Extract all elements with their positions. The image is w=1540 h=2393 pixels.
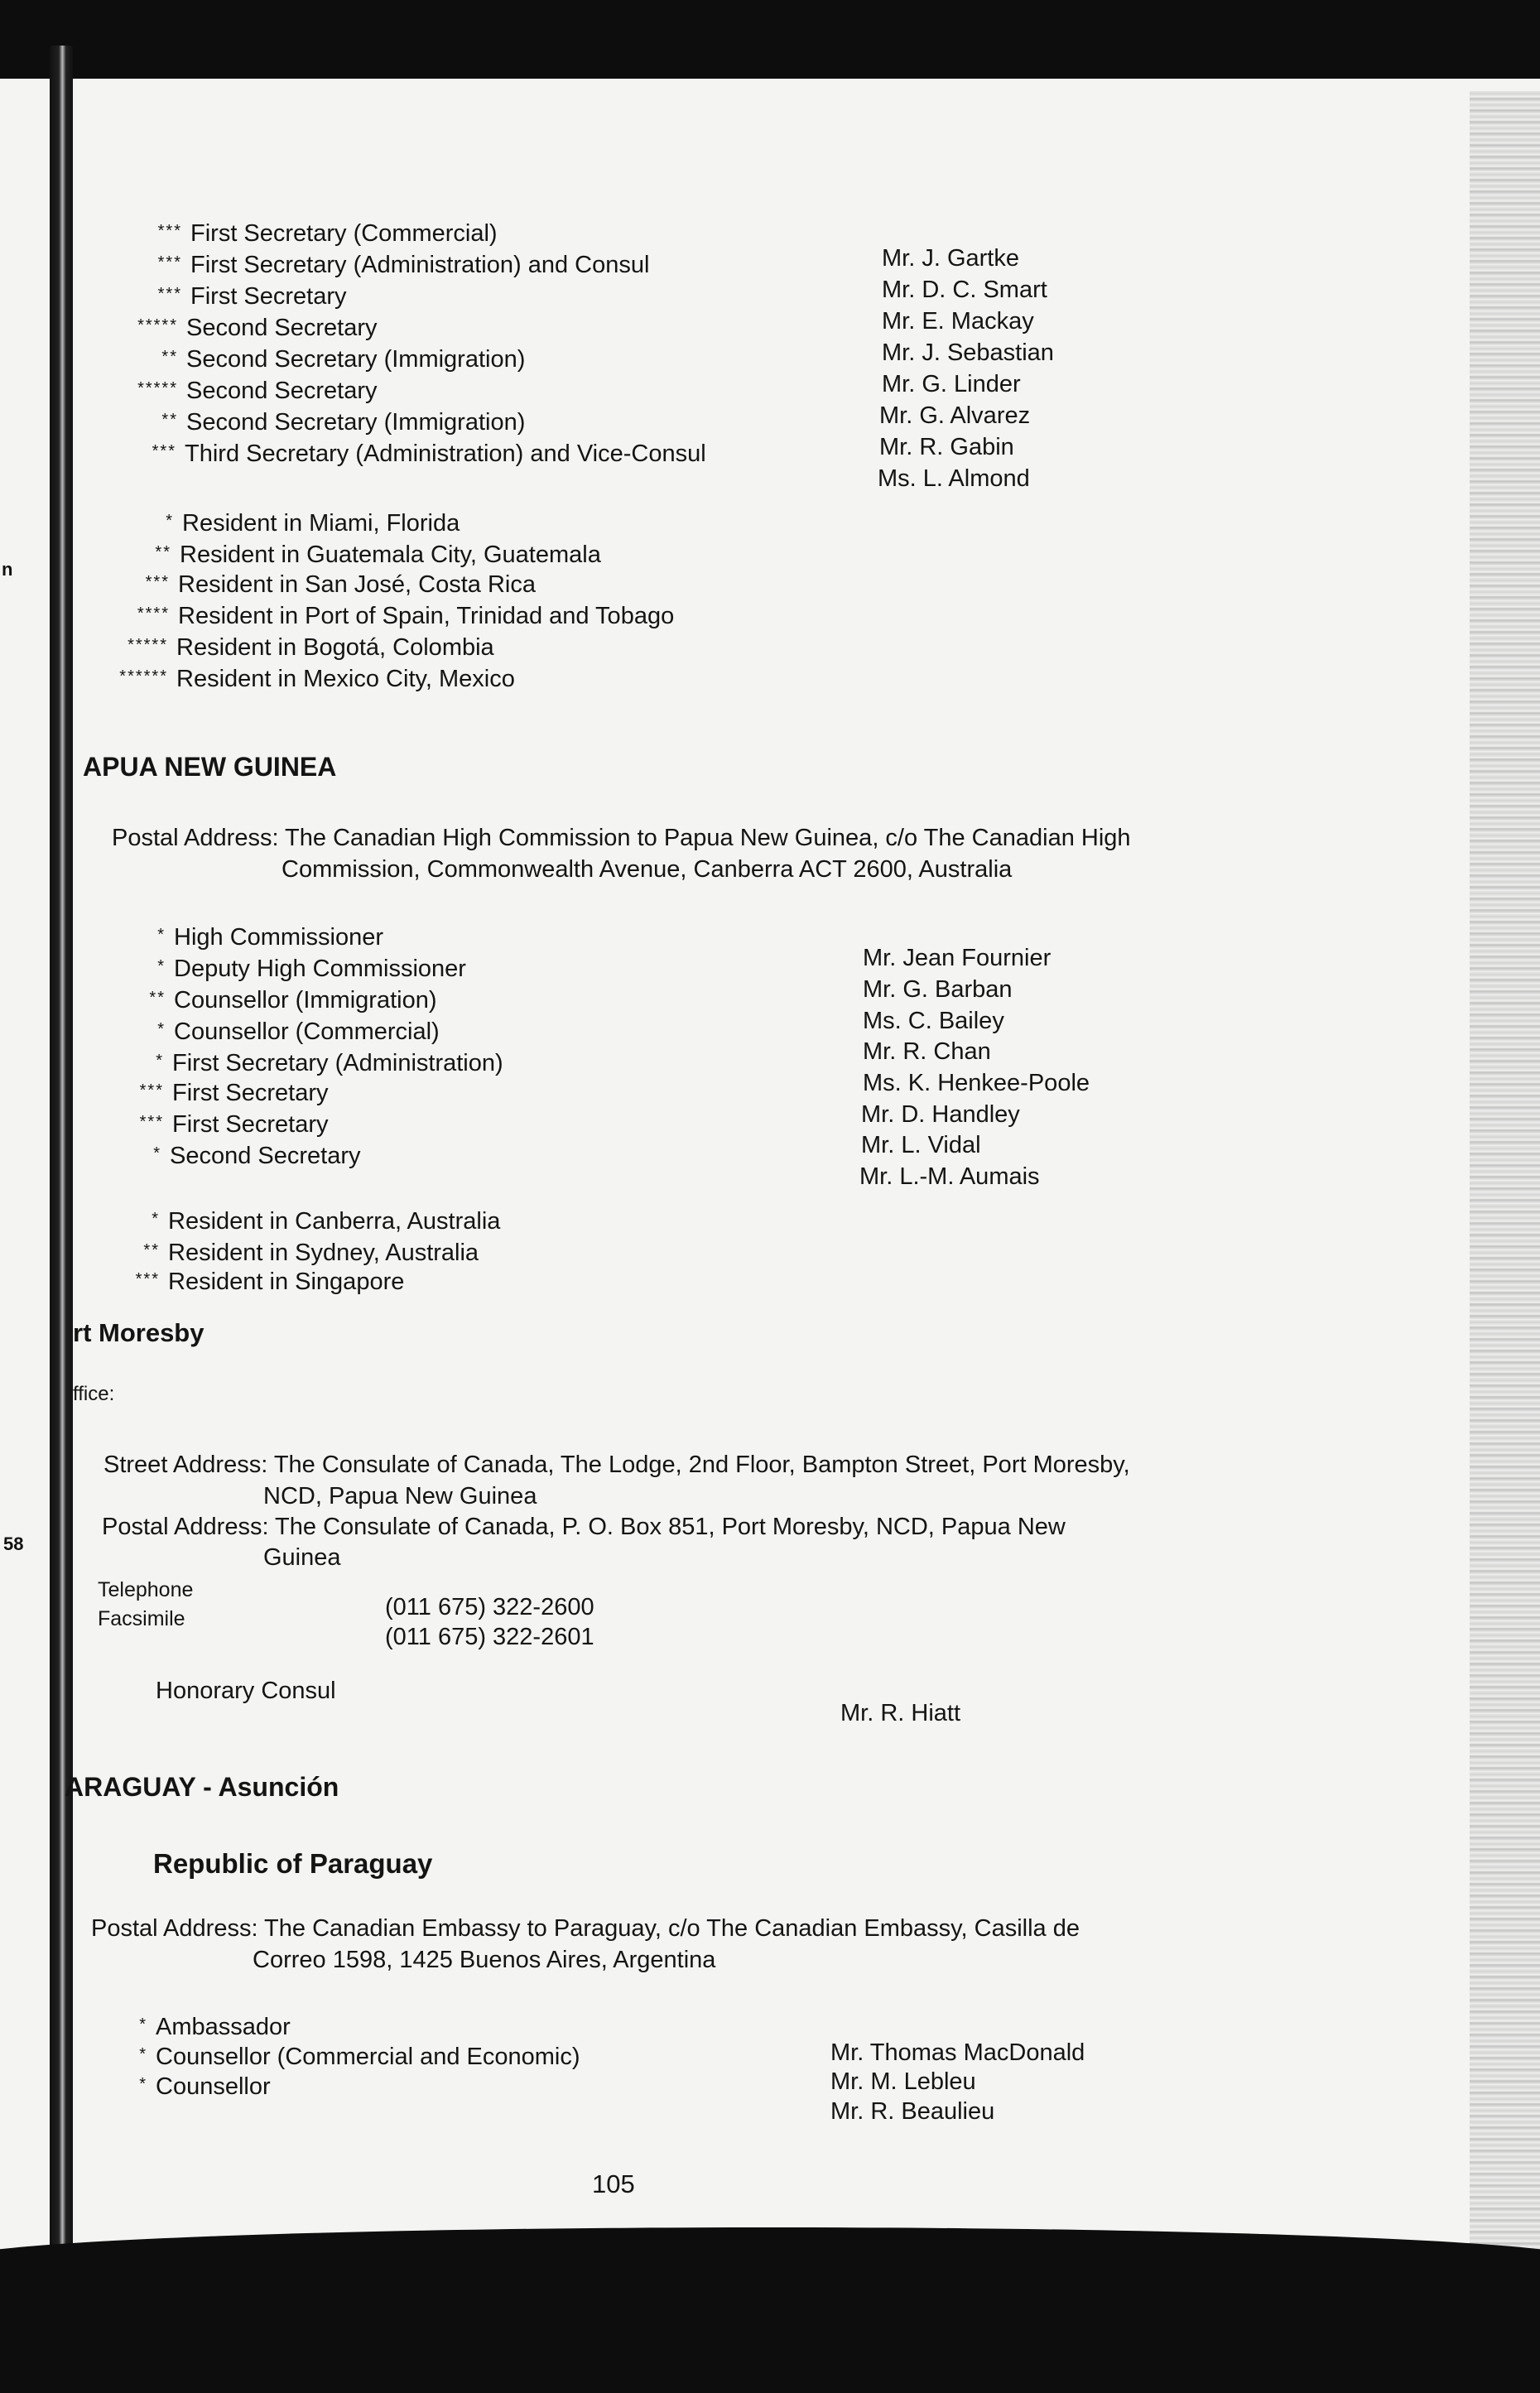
residence-note: ** Resident in Sydney, Australia [143, 1240, 479, 1266]
residence-note: * Resident in Canberra, Australia [152, 1208, 501, 1235]
scan-top-shadow [0, 0, 1540, 79]
page-edge-shadow [1470, 91, 1540, 2261]
staff-name: Mr. J. Sebastian [882, 339, 1054, 366]
staff-title: ** Counsellor (Immigration) [149, 987, 437, 1014]
postal-address-line2: Correo 1598, 1425 Buenos Aires, Argentina [253, 1947, 716, 1973]
staff-title: *** Third Secretary (Administration) and Vice-Consul [152, 441, 706, 467]
staff-name: Ms. K. Henkee-Poole [863, 1070, 1090, 1096]
residence-note: ***** Resident in Bogotá, Colombia [128, 634, 494, 661]
staff-title: ***** Second Secretary [137, 378, 378, 404]
staff-title: * Counsellor (Commercial and Economic) [139, 2044, 580, 2070]
staff-name: Mr. R. Gabin [879, 434, 1014, 460]
staff-name: Mr. G. Barban [863, 976, 1013, 1003]
facsimile-number: (011 675) 322-2601 [385, 1624, 594, 1650]
staff-title: ***** Second Secretary [137, 315, 378, 341]
residence-note: ****** Resident in Mexico City, Mexico [119, 666, 515, 692]
staff-title: * Second Secretary [153, 1143, 361, 1169]
residence-note: ** Resident in Guatemala City, Guatemala [155, 542, 601, 568]
country-heading: ARAGUAY - Asunción [65, 1772, 339, 1802]
staff-title: *** First Secretary [139, 1111, 329, 1138]
staff-name: Mr. G. Alvarez [879, 402, 1031, 429]
staff-title: *** First Secretary [157, 283, 347, 310]
postal-address: Postal Address: The Consulate of Canada, P. O. Box 851, Port Moresby, NCD, Papua New [102, 1514, 1066, 1540]
residence-note: *** Resident in San José, Costa Rica [145, 571, 536, 598]
staff-name: Ms. C. Bailey [863, 1008, 1004, 1034]
postal-address-line2: Guinea [263, 1544, 341, 1571]
staff-name: Mr. L.-M. Aumais [859, 1163, 1040, 1190]
staff-name: Mr. R. Chan [863, 1038, 991, 1065]
staff-name: Mr. L. Vidal [861, 1132, 981, 1158]
staff-title: * Counsellor [139, 2073, 271, 2100]
staff-name: Mr. D. Handley [861, 1101, 1020, 1128]
facsimile-label: Facsimile [98, 1607, 185, 1630]
staff-title: * Counsellor (Commercial) [157, 1018, 440, 1045]
staff-name: Mr. Thomas MacDonald [830, 2039, 1085, 2066]
staff-name: Mr. M. Lebleu [830, 2068, 976, 2095]
staff-title: * Deputy High Commissioner [157, 956, 466, 982]
book-spine-binding [50, 46, 73, 2265]
staff-title: * First Secretary (Administration) [156, 1050, 503, 1076]
office-label: ffice: [73, 1383, 115, 1405]
street-address: Street Address: The Consulate of Canada, The Lodge, 2nd Floor, Bampton Street, Port Moresby, [103, 1452, 1130, 1478]
postal-address-line2: Commission, Commonwealth Avenue, Canberra ACT 2600, Australia [282, 856, 1013, 883]
residence-note: **** Resident in Port of Spain, Trinidad and Tobago [137, 603, 675, 629]
telephone-number: (011 675) 322-2600 [385, 1594, 594, 1620]
scan-bottom-shadow [0, 2227, 1540, 2393]
margin-fragment: n [2, 559, 13, 580]
staff-title: Honorary Consul [156, 1678, 336, 1704]
staff-title: *** First Secretary (Administration) and Consul [157, 252, 650, 278]
page-number: 105 [592, 2169, 635, 2198]
telephone-label: Telephone [98, 1578, 194, 1601]
street-address-line2: NCD, Papua New Guinea [263, 1483, 537, 1509]
staff-name: Mr. E. Mackay [882, 308, 1034, 335]
residence-note: * Resident in Miami, Florida [166, 510, 460, 537]
staff-name: Mr. Jean Fournier [863, 945, 1052, 971]
staff-title: ** Second Secretary (Immigration) [161, 409, 526, 436]
staff-title: * High Commissioner [157, 924, 384, 951]
staff-name: Mr. D. C. Smart [882, 277, 1047, 303]
staff-title: *** First Secretary [139, 1080, 329, 1106]
staff-name: Mr. G. Linder [882, 371, 1021, 397]
postal-address: Postal Address: The Canadian Embassy to Paraguay, c/o The Canadian Embassy, Casilla de [91, 1915, 1080, 1942]
staff-name: Mr. R. Hiatt [840, 1700, 961, 1726]
staff-title: *** First Secretary (Commercial) [157, 220, 498, 247]
country-subheading: Republic of Paraguay [153, 1848, 433, 1879]
residence-note: *** Resident in Singapore [135, 1269, 405, 1295]
staff-title: * Ambassador [139, 2014, 291, 2040]
staff-title: ** Second Secretary (Immigration) [161, 346, 526, 373]
margin-page-ref: 58 [3, 1534, 24, 1554]
staff-name: Mr. J. Gartke [882, 245, 1019, 272]
postal-address: Postal Address: The Canadian High Commission to Papua New Guinea, c/o The Canadian High [112, 825, 1131, 851]
city-subheading: rt Moresby [73, 1318, 205, 1347]
staff-name: Mr. R. Beaulieu [830, 2098, 995, 2125]
country-heading: APUA NEW GUINEA [83, 752, 337, 782]
staff-name: Ms. L. Almond [878, 465, 1030, 492]
